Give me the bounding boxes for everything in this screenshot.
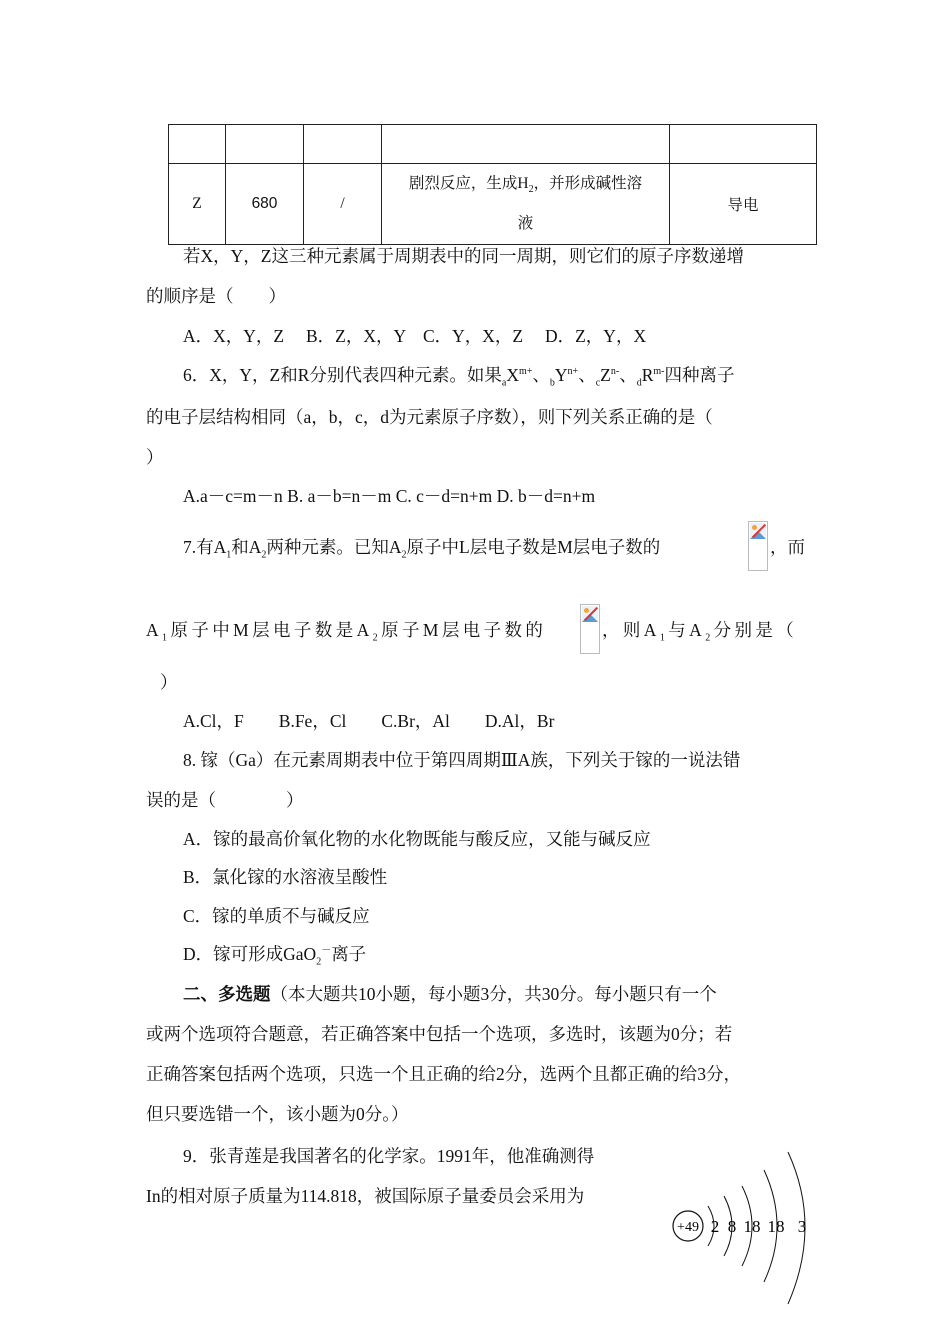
q8-text: 离子 (331, 944, 367, 964)
cell-value: 680 (226, 164, 304, 245)
q7-sub: 2 (401, 549, 407, 561)
q6-text-end: 四种离子 (664, 365, 735, 385)
section2-line3: 正确答案包括两个选项，只选一个且正确的给2分，选两个且都正确的给3分， (146, 1064, 741, 1084)
cell-col3: / (304, 164, 382, 245)
reaction-text-end: ，并形成碱性溶 (533, 175, 643, 192)
q7-line3: ） (160, 672, 178, 692)
q6-sub: d (636, 377, 642, 389)
q7-text: 7.有A (183, 537, 227, 557)
q6-text: 6．X，Y，Z和R分别代表四种元素。如果 (183, 365, 502, 385)
q8-sub: 2 (316, 956, 322, 968)
q6-sup: n- (610, 366, 620, 378)
q8-sup: － (321, 945, 332, 957)
q7-options: A.Cl，F B.Fe，Cl C.Br，Al D.Al，Br (183, 711, 555, 731)
atom-structure-diagram (660, 1148, 830, 1308)
q7-text: ，则A (602, 620, 660, 640)
properties-table (168, 124, 817, 245)
q7-text: 与A (668, 620, 706, 640)
table-row (169, 125, 817, 164)
q6-line1 (183, 363, 734, 387)
q8-line2: 误的是（ ） (146, 790, 304, 810)
q8-option-d (183, 942, 366, 966)
q6-sep: 、 (578, 365, 596, 385)
shell-count: 8 (727, 1217, 737, 1236)
cell-element: Z (169, 164, 226, 245)
q7-line1 (183, 535, 660, 559)
table-row (169, 164, 817, 245)
q6-y: Y (554, 365, 568, 385)
table-cell (169, 125, 226, 164)
q8-option-b: B．氯化镓的水溶液呈酸性 (183, 867, 388, 887)
q7-text: A (146, 620, 163, 640)
reaction-sub: 2 (528, 184, 534, 196)
q6-z: Z (600, 365, 611, 385)
reaction-text: 剧烈反应，生成H (408, 175, 529, 192)
broken-image-icon (748, 521, 768, 571)
cell-conduct: 导电 (670, 164, 817, 245)
section2-line2: 或两个选项符合题意，若正确答案中包括一个选项，多选时，该题为0分；若 (146, 1024, 733, 1044)
q7-line1-end: ，而 (770, 537, 805, 557)
q8-option-c: C．镓的单质不与碱反应 (183, 906, 370, 926)
section-title: 二、多选题 (183, 984, 271, 1004)
q7-sub: 2 (261, 549, 267, 561)
shell-count: 18 (743, 1217, 761, 1236)
q6-line2: 的电子层结构相同（a，b，c，d为元素原子序数），则下列关系正确的是（ (146, 407, 713, 427)
table-cell (670, 125, 817, 164)
q8-option-a: A．镓的最高价氧化物的水化物既能与酸反应，又能与碱反应 (183, 829, 651, 849)
q7-text: 原子中L层电子数是M层电子数的 (406, 537, 661, 557)
q5-stem-line2: 的顺序是（ ） (146, 286, 286, 306)
q8-text: D．镓可形成GaO (183, 944, 317, 964)
q6-sep: 、 (532, 365, 550, 385)
cell-reaction (382, 164, 670, 245)
table-cell (226, 125, 304, 164)
broken-image-icon (580, 604, 600, 654)
q7-text: 原子M层电子数的 (381, 620, 547, 640)
q7-sub: 1 (226, 549, 232, 561)
q6-sub: a (501, 377, 507, 389)
nucleus-label: +49 (677, 1220, 699, 1235)
q6-line3: ） (146, 447, 164, 467)
q5-options: A．X，Y，Z B．Z，X，Y C．Y，X，Z D．Z，Y，X (183, 326, 647, 346)
q7-text: 和A (231, 537, 262, 557)
q6-r: R (641, 365, 654, 385)
q8-line1: 8. 镓（Ga）在元素周期表中位于第四周期ⅢA族，下列关于镓的一说法错 (183, 750, 741, 770)
q6-options: A.a－c=m－n B. a－b=n－m C. c－d=n+m D. b－d=n+m (183, 486, 596, 506)
shell-count: 2 (710, 1217, 720, 1236)
q7-sub: 2 (705, 632, 714, 644)
q9-line1: 9．张青莲是我国著名的化学家。1991年，他准确测得 (183, 1146, 595, 1166)
q7-text: 原子中M层电子数是A (170, 620, 373, 640)
q7-text: 分别是（ (713, 620, 798, 640)
q7-sub: 1 (659, 632, 669, 644)
q6-sup: m+ (518, 366, 533, 378)
q7-text: 两种元素。已知A (266, 537, 402, 557)
section2-line1 (183, 982, 717, 1006)
q7-line2 (146, 618, 546, 642)
reaction-text-2: 液 (517, 215, 534, 232)
q9-line2: In的相对原子质量为114.818，被国际原子量委员会采用为 (146, 1186, 585, 1206)
section-text: （本大题共10小题，每小题3分，共30分。每小题只有一个 (270, 984, 717, 1004)
q6-sup: n+ (567, 366, 579, 378)
table-cell (304, 125, 382, 164)
q6-sep: 、 (619, 365, 637, 385)
q6-x: X (506, 365, 519, 385)
atom-shells-svg (660, 1148, 830, 1308)
section2-line4: 但只要选错一个，该小题为0分。） (146, 1104, 409, 1124)
shell-count: 3 (797, 1217, 807, 1236)
q6-sub: c (595, 377, 601, 389)
table-cell (382, 125, 670, 164)
shell-count: 18 (767, 1217, 785, 1236)
q6-sup: m- (653, 366, 665, 378)
q7-line2-end (602, 618, 797, 642)
q6-sub: b (549, 377, 555, 389)
q7-sub: 2 (372, 632, 382, 644)
q7-sub: 1 (162, 632, 171, 644)
q5-stem-line1: 若X，Y，Z这三种元素属于周期表中的同一周期，则它们的原子序数递增 (183, 246, 744, 266)
